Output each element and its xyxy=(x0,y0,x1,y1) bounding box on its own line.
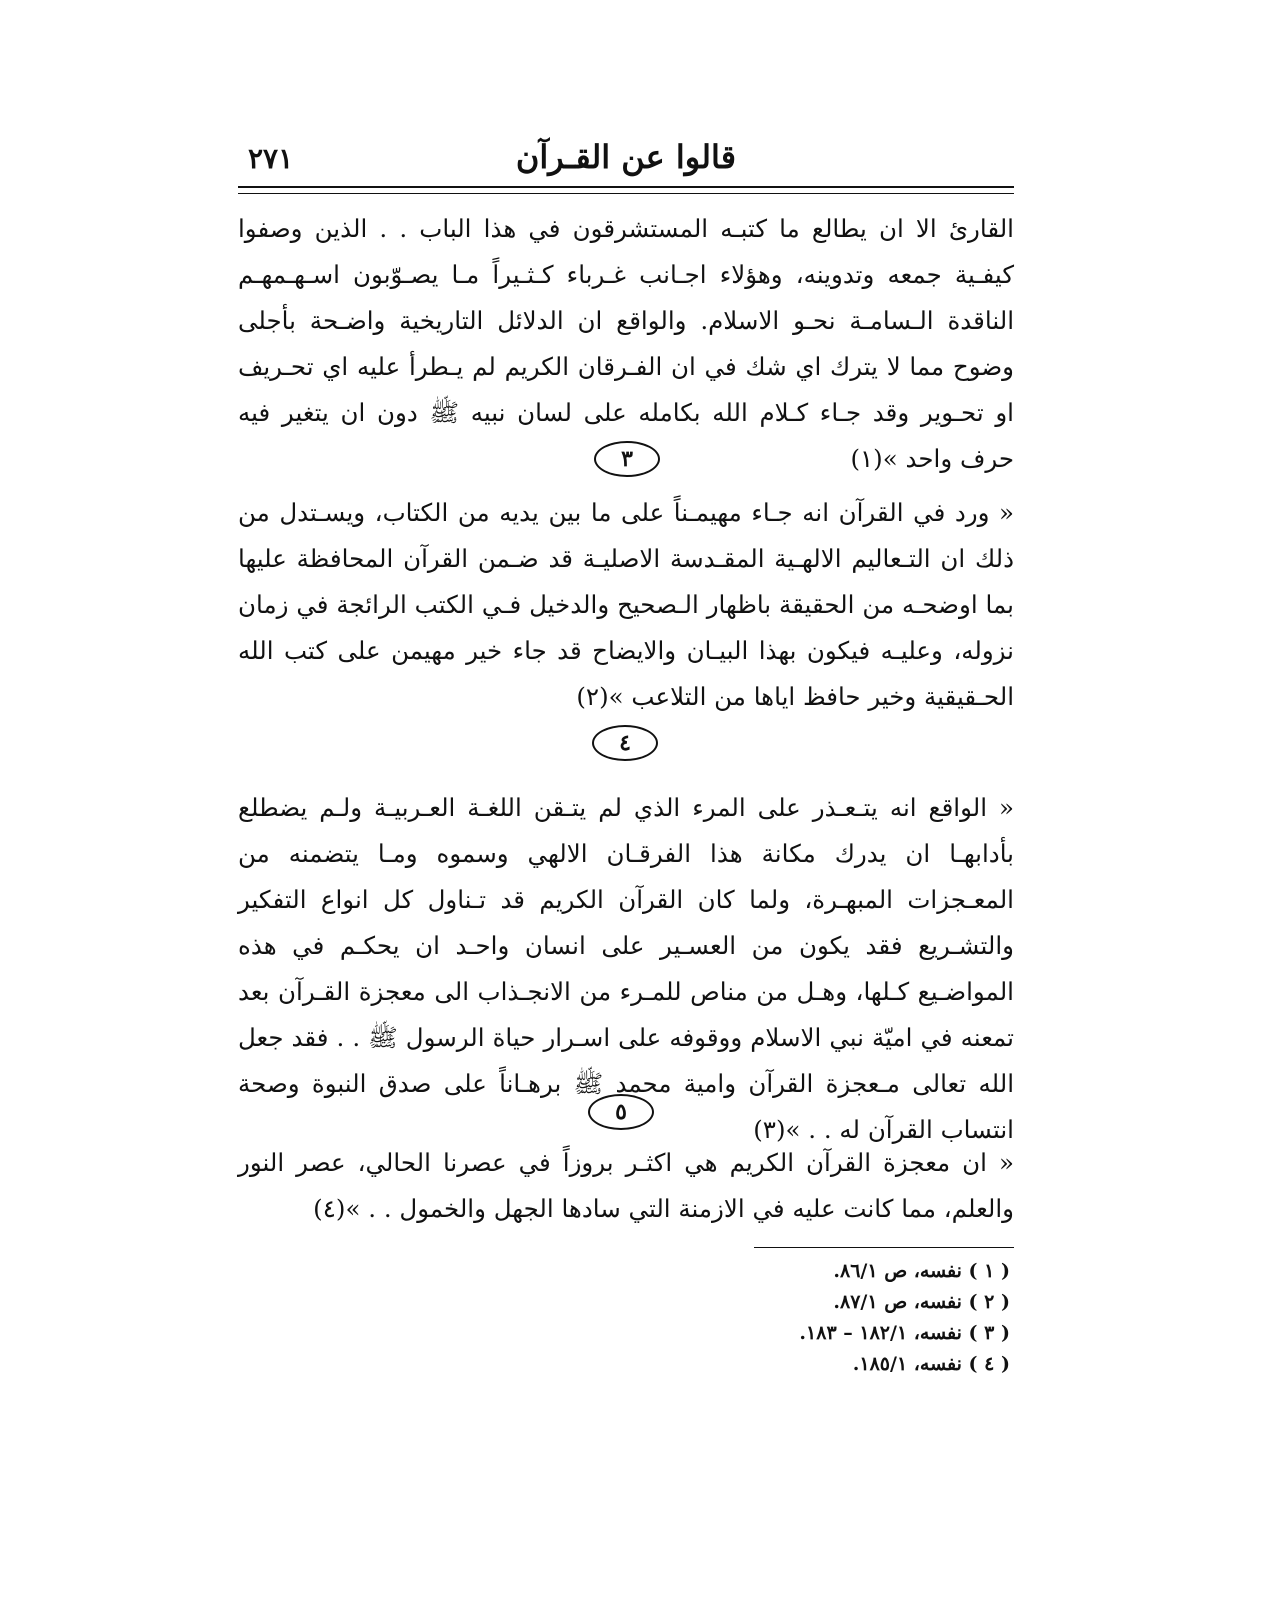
footnote-divider xyxy=(754,1247,1014,1248)
section-marker-3: ٣ xyxy=(594,441,660,477)
section-marker-4: ٤ xyxy=(592,725,658,761)
section-marker-5: ٥ xyxy=(588,1094,654,1130)
paragraph-continued-quote: القارئ الا ان يطالع ما كتبـه المستشرقون في هذا الباب . . الذين وصفوا كيفـية جمعه وتدوينه، وهؤلاء اجـانب غـرباء كـثـيراً مـا يصـوّبون اسـهـمهـم الناقدة الـسامـة نحـو الاسلام. والواقع ان الدلائل التاريخية واضـحة بأجلى وضوح مما لا يترك اي شك في ان الفـرقان الكريم لم يـطرأ عليه اي تحـريف او تحـوير وقد جـاء كـلام الله بكامله على لسان نبيه ﷺ دون ان يتغير فيه حرف واحد »(١) xyxy=(238,214,1014,473)
running-head xyxy=(238,138,1014,182)
book-title: قالوا عن القـرآن xyxy=(515,138,737,176)
paragraph-quote-4: « الواقع انه يتـعـذر على المرء الذي لم يتـقن اللغـة العـربيـة ولـم يضطلع بأدابهـا ان يدرك مكانة هذا الفرقـان الالهي وسموه ومـا يتضمنه من المعـجزات المبهـرة، ولما كان القرآن الكريم قد تـناول كل انواع التفكير والتشـريع فقد يكون من العسـير على انسان واحـد ان يحكـم في هذه المواضـيع كـلها، وهـل من مناص للمـرء من الانجـذاب الى معجزة القـرآن بعد تمعنه في اميّة نبي الاسلام ووقوفه على اسـرار حياة الرسول ﷺ . . فقد جعل الله تعالى مـعجزة القرآن وامية محمد ﷺ برهـاناً على صدق النبوة وصحة انتساب القرآن له . . »(٣) xyxy=(238,793,1014,1144)
footnote-4: ( ٤ ) نفسه، ١٨٥/١. xyxy=(852,1353,1010,1375)
footnotes-list xyxy=(700,1256,1010,1380)
paragraph-quote-3: « ورد في القرآن انه جـاء مهيمـناً على ما بين يديه من الكتاب، ويسـتدل من ذلك ان التـعاليم الالهـية المقـدسة الاصليـة قد ضـمن القرآن المحافظة عليها بما اوضحـه من الحقيقة باظهار الـصحيح والدخيل فـي الكتب الرائجة في زمان نزوله، وعليـه فيكون بهذا البيـان والايضاح قد جاء خير مهيمن على كتب الله الحـقيقية وخير حافظ اياها من التلاعب »(٢) xyxy=(238,498,1014,711)
footnote-1: ( ١ ) نفسه، ص ٨٦/١. xyxy=(833,1260,1010,1282)
header-rule xyxy=(238,186,1014,194)
page-number: ٢٧١ xyxy=(248,142,294,175)
footnote-2: ( ٢ ) نفسه، ص ٨٧/١. xyxy=(833,1291,1010,1313)
paragraph-quote-5: « ان معجزة القرآن الكريم هي اكثـر بروزاً في عصرنا الحالي، عصر النور والعلم، مما كانت عليه في الازمنة التي سادها الجهل والخمول . . »(٤) xyxy=(238,1148,1014,1223)
footnote-3: ( ٣ ) نفسه، ١٨٢/١ – ١٨٣. xyxy=(799,1322,1010,1344)
